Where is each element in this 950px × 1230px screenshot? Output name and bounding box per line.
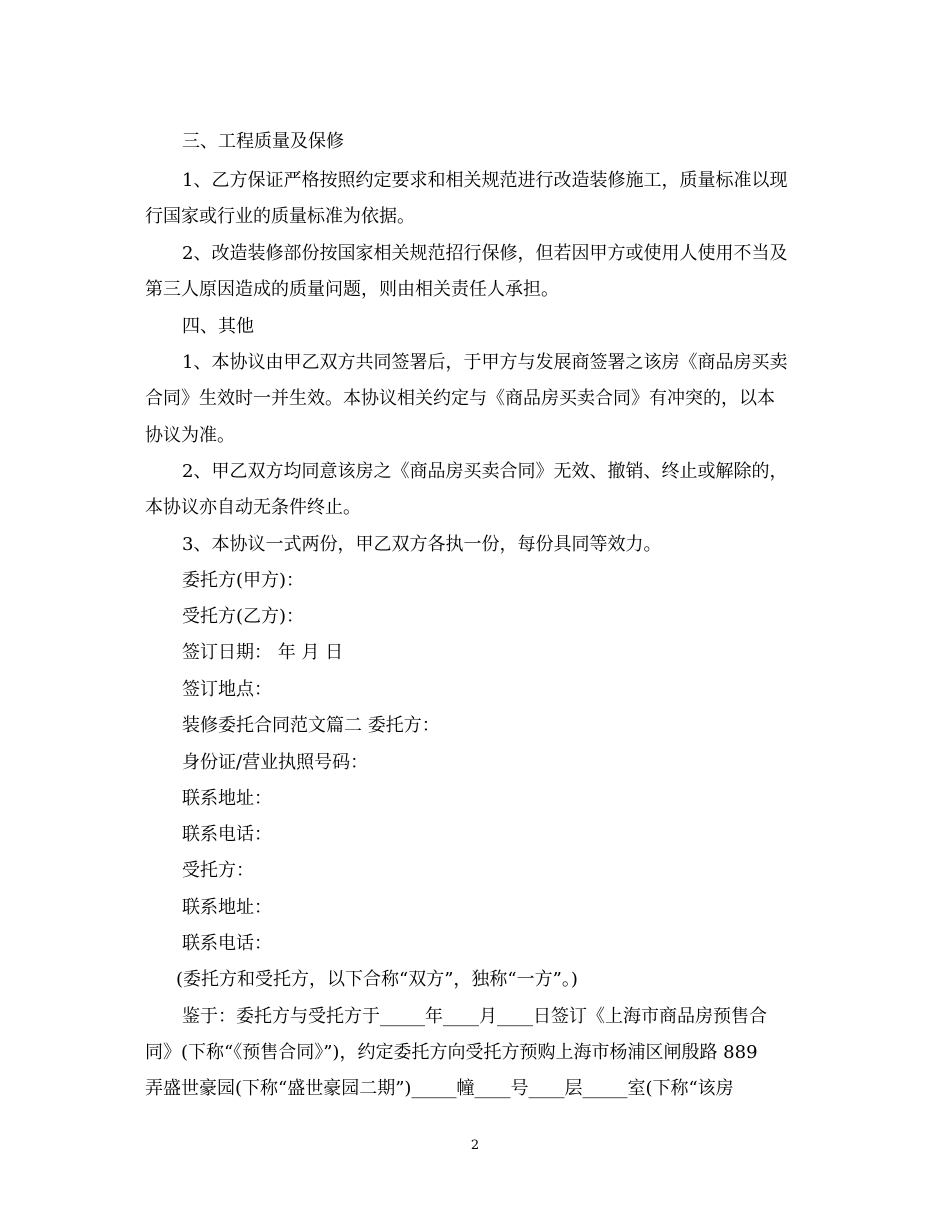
info-field-address: 联系地址： bbox=[182, 897, 272, 918]
page-number: 2 bbox=[470, 1138, 480, 1153]
info-field-address: 联系地址： bbox=[182, 788, 272, 809]
paragraph-line: 行国家或行业的质量标准为依据。 bbox=[145, 206, 415, 227]
paragraph-line: 同》(下称“《预售合同》”)，约定委托方向受托方预购上海市杨浦区闸殷路 889 bbox=[145, 1042, 758, 1063]
paragraph-line: 合同》生效时一并生效。本协议相关约定与《商品房买卖合同》有冲突的，以本 bbox=[145, 388, 775, 409]
paragraph-line: 1、本协议由甲乙双方共同签署后，于甲方与发展商签署之该房《商品房买卖 bbox=[182, 352, 788, 373]
section-heading-other: 四、其他 bbox=[182, 316, 254, 337]
paragraph-line: 鉴于：委托方与受托方于_____年____月____日签订《上海市商品房预售合 bbox=[182, 1006, 767, 1027]
paragraph-line: 2、甲乙双方均同意该房之《商品房买卖合同》无效、撤销、终止或解除的， bbox=[182, 461, 788, 482]
signature-field-party-a: 委托方(甲方)： bbox=[182, 570, 305, 591]
section-heading-quality: 三、工程质量及保修 bbox=[182, 131, 344, 152]
signature-field-place: 签订地点： bbox=[182, 679, 272, 700]
paragraph-line: 弄盛世豪园(下称“盛世豪园二期”)_____幢____号____层_____室(下称“该房 bbox=[145, 1078, 734, 1099]
paragraph-line: 协议为准。 bbox=[145, 425, 235, 446]
paragraph-line: 1、乙方保证严格按照约定要求和相关规范进行改造装修施工，质量标准以现 bbox=[182, 170, 788, 191]
signature-field-party-b: 受托方(乙方)： bbox=[182, 606, 305, 627]
info-field-phone: 联系电话： bbox=[182, 933, 272, 954]
info-field-phone: 联系电话： bbox=[182, 824, 272, 845]
signature-field-date: 签订日期： 年 月 日 bbox=[182, 642, 344, 663]
paragraph-line: 本协议亦自动无条件终止。 bbox=[145, 497, 361, 518]
info-field-trustee: 受托方： bbox=[182, 860, 254, 881]
paragraph-line: 第三人原因造成的质量问题，则由相关责任人承担。 bbox=[145, 279, 559, 300]
info-field-id-number: 身份证/营业执照号码： bbox=[182, 752, 369, 773]
paragraph-line: (委托方和受托方，以下合称“双方”，独称“一方”。) bbox=[176, 969, 578, 990]
paragraph-line: 3、本协议一式两份，甲乙双方各执一份，每份具同等效力。 bbox=[182, 534, 662, 555]
section-title-part-two: 装修委托合同范文篇二 委托方： bbox=[182, 715, 440, 736]
paragraph-line: 2、改造装修部份按国家相关规范招行保修，但若因甲方或使用人使用不当及 bbox=[182, 243, 788, 264]
